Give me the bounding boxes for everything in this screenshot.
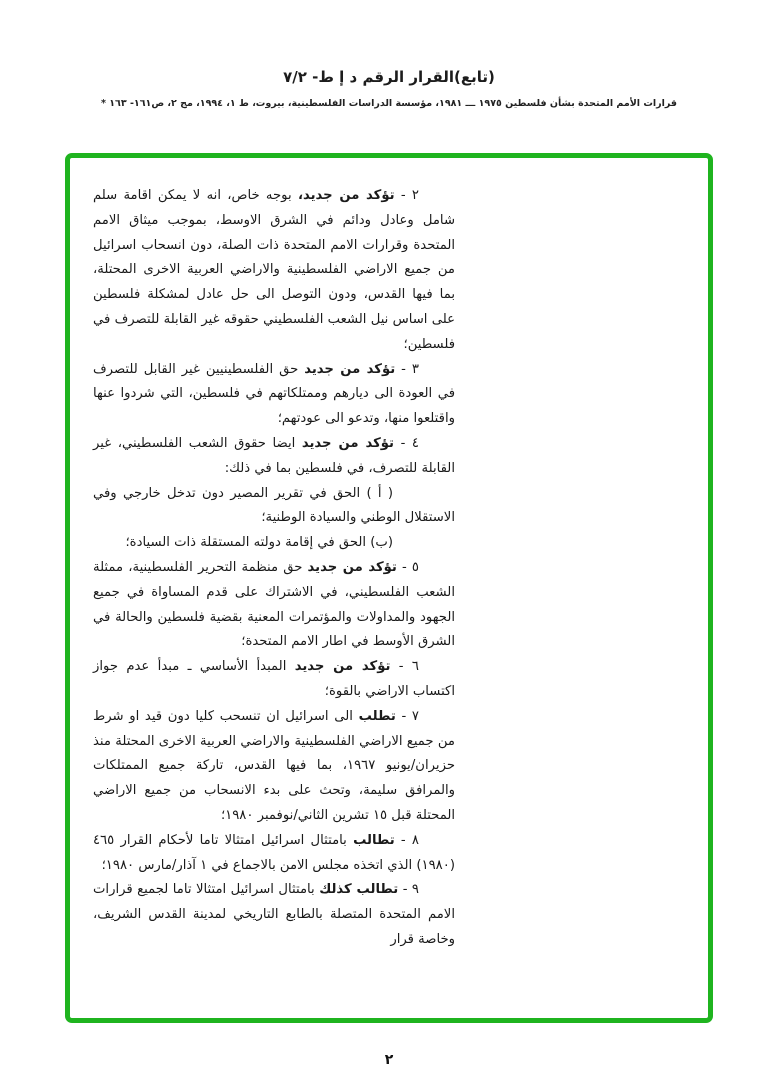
- paragraph-lead: تؤكد من جديد،: [297, 188, 395, 203]
- sub-item: [93, 482, 455, 532]
- paragraph-number: ٧ -: [395, 708, 419, 724]
- paragraph-lead: تطالب كذلك: [319, 882, 399, 898]
- paragraph-lead: تطلب: [358, 708, 396, 724]
- paragraph: [93, 556, 455, 655]
- paragraph-lead: تطالب: [353, 832, 395, 848]
- paragraph-lead: تؤكد من جديد: [301, 435, 395, 451]
- document-title: (تابع)القرار الرقم د إ ط- ٧/٢: [283, 68, 495, 86]
- paragraph-number: ( أ ): [360, 485, 394, 501]
- paragraph: [93, 432, 455, 482]
- paragraph-number: ٣ -: [395, 361, 419, 377]
- paragraph-number: ٨ -: [394, 832, 419, 848]
- page-number: ٢: [384, 1052, 394, 1068]
- paragraph: [93, 878, 455, 952]
- paragraph: [93, 829, 455, 879]
- paragraph-text: المبدأ الأساسي ـ مبدأ عدم جواز اكتساب الاراضي بالقوة؛: [93, 659, 455, 699]
- paragraph-number: ٢ -: [394, 188, 419, 203]
- resolution-text: [93, 184, 455, 953]
- paragraph-lead: تؤكد من جديد: [307, 559, 397, 575]
- paragraph-number: ٥ -: [396, 559, 419, 575]
- paragraph-text: الى اسرائيل ان تنسحب كليا دون قيد او شرط من جميع الاراضي الفلسطينية والاراضي العربية الاخرى المحتلة منذ حزيران/يونيو ١٩٦٧، بما فيها القدس، تاركة جميع الممتلكات والمرافق سليمة، وتحث على بدء الانسحاب من جميع الاراضي المحتلة قبل ١٥ تشرين الثاني/نوفمبر ١٩٨٠؛: [93, 708, 455, 823]
- paragraph: [93, 705, 455, 829]
- paragraph-number: ٤ -: [394, 435, 419, 451]
- paragraph-text: الحق في تقرير المصير دون تدخل خارجي وفي الاستقلال الوطني والسيادة الوطنية؛: [93, 485, 455, 526]
- paragraph-text: حق الفلسطينيين غير القابل للتصرف في العودة الى ديارهم وممتلكاتهم في فلسطين، التي شردوا عنها واقتلعوا منها، وتدعو الى عودتهم؛: [93, 361, 455, 427]
- paragraph-text: ايضا حقوق الشعب الفلسطيني، غير القابلة للتصرف، في فلسطين بما في ذلك:: [93, 435, 455, 476]
- paragraph-lead: تؤكد من جديد: [294, 659, 391, 675]
- highlight-frame: [65, 153, 713, 1023]
- sub-item: [93, 531, 455, 556]
- paragraph-lead: تؤكد من جديد: [304, 361, 396, 377]
- paragraph-text: الحق في إقامة دولته المستقلة ذات السيادة؛: [125, 535, 367, 551]
- paragraph-text: بوجه خاص، انه لا يمكن اقامة سلم شامل وعادل ودائم في الشرق الاوسط، بموجب ميثاق الامم المتحدة وقرارات الامم المتحدة ذات الصلة، دون انسحاب اسرائيل من جميع الاراضي الفلسطينية والاراضي العربية الاخرى المحتلة، بما فيها القدس، ودون التوصل الى حل عادل لمشكلة فلسطين على اساس نيل الشعب الفلسطيني حقوقه غير القابلة للتصرف في فلسطين؛: [93, 188, 455, 352]
- paragraph-number: (ب): [366, 535, 393, 551]
- paragraph-number: ٦ -: [390, 659, 419, 675]
- paragraph: [93, 358, 455, 432]
- paragraph-number: ٩ -: [398, 882, 419, 898]
- paragraph-text: بامتثال اسرائيل امتثالا تاما لجميع قرارات الامم المتحدة المتصلة بالطابع التاريخي لمدينة القدس الشريف، وخاصة قرار: [93, 882, 455, 947]
- paragraph: [93, 655, 455, 705]
- page-header: [0, 68, 778, 109]
- source-citation: قرارات الأمم المتحدة بشأن فلسطين ١٩٧٥ ـــ ١٩٨١، مؤسسة الدراسات الفلسطينية، بيروت، ط ١، ١٩٩٤، مج ٢، ص١٦١- ١٦٣ *: [100, 98, 678, 109]
- paragraph: [93, 184, 455, 358]
- paragraph-text: بامتثال اسرائيل امتثالا تاما لأحكام القرار ٤٦٥ (١٩٨٠) الذي اتخذه مجلس الامن بالاجماع في ١ آذار/مارس ١٩٨٠؛: [93, 832, 455, 873]
- paragraph-text: حق منظمة التحرير الفلسطينية، ممثلة الشعب الفلسطيني، في الاشتراك على قدم المساواة في جميع الجهود والمداولات والمؤتمرات المعنية بقضية فلسطين والحالة في الشرق الأوسط في اطار الامم المتحدة؛: [93, 559, 455, 650]
